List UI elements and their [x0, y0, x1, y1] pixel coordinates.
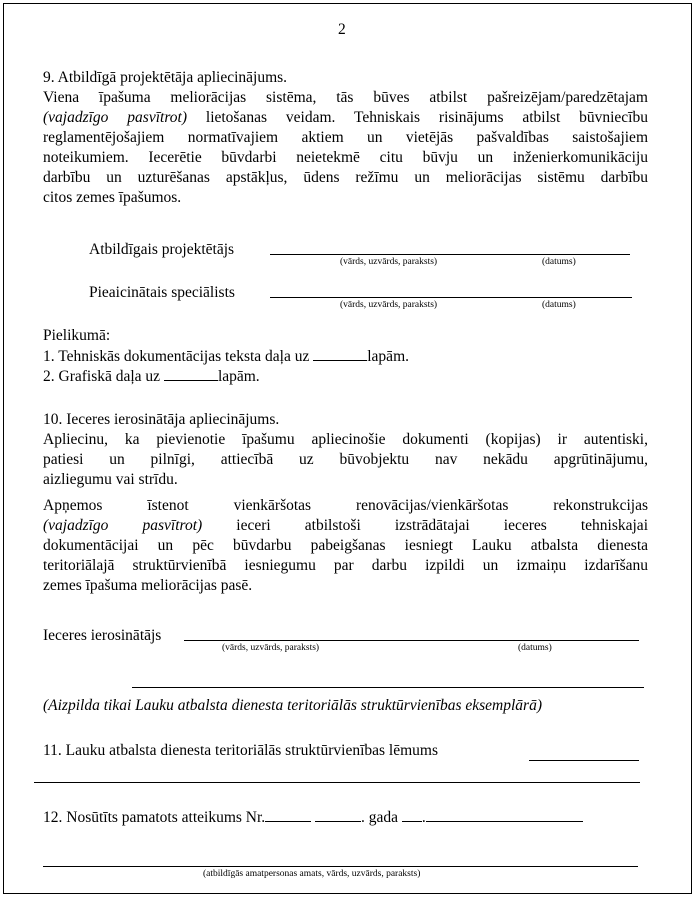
section10-heading: 10. Ieceres ierosinātāja apliecinājums. — [43, 411, 280, 428]
sig2-label: Pieaicinātais speciālists — [89, 284, 235, 301]
section9-line-5: darbību un uzturēšanas apstākļus, ūdens režīmu un meliorācijas sistēmu darbību — [43, 169, 648, 186]
section12-row: 12. Nosūtīts pamatots atteikums Nr. . gada . — [43, 807, 583, 828]
sig3-label: Ieceres ierosinātājs — [43, 627, 162, 644]
section10-p1-line-3: aizliegumu vai strīdu. — [43, 471, 178, 488]
sig1-label: Atbildīgais projektētājs — [89, 241, 235, 258]
attachment-item-2: 2. Grafiskā daļa uz lapām. — [43, 368, 260, 385]
sig2-caption-date: (datums) — [542, 300, 576, 310]
section10-p2-line-5: zemes īpašuma meliorācijas pasē. — [43, 577, 253, 594]
office-use-note: (Aizpilda tikai Lauku atbalsta dienesta teritoriālās struktūrvienības eksemplārā) — [43, 697, 542, 714]
sig2-caption-name: (vārds, uzvārds, paraksts) — [340, 300, 438, 310]
sig3-line[interactable] — [184, 640, 639, 641]
section10-p2-line-4: teritoriālajā struktūrvienībā iesniegumu par darbu izpildi un izmaiņu izdarīšanu — [43, 557, 648, 574]
section10-p2-line-2: (vajadzīgo pasvītrot) ieceri atbilstoši izstrādātajai ieceres tehniskajai — [43, 517, 648, 534]
section10-p1-line-2: patiesi un pilnīgi, attiecībā uz būvobjektu nav nekādu apgrūtinājumu, — [43, 451, 648, 468]
section11-label: 11. Lauku atbalsta dienesta teritoriālās struktūrvienības lēmums — [43, 742, 439, 759]
section9-heading: 9. Atbildīgā projektētāja apliecinājums. — [43, 69, 288, 86]
section9-line-6: citos zemes īpašumos. — [43, 189, 182, 206]
attachments-heading: Pielikumā: — [43, 327, 111, 344]
section11-decision-line[interactable] — [34, 782, 640, 783]
refusal-number-blank-2[interactable] — [315, 807, 361, 822]
official-signature-caption: (atbildīgās amatpersonas amats, vārds, uzvārds, paraksts) — [203, 869, 421, 879]
section9-line-4: noteikumiem. Iecerētie būvdarbi neietekmē citu būvju un inženierkomunikāciju — [43, 149, 648, 166]
sig3-caption-date: (datums) — [518, 643, 552, 653]
section10-p2-line-3: dokumentācijai un pēc būvdarbu pabeigšanas iesniegt Lauku atbalsta dienesta — [43, 537, 648, 554]
section10-p1-line-1: Apliecinu, ka pievienotie īpašumu apliecinošie dokumenti (kopijas) ir autentiski, — [43, 431, 648, 448]
day-blank[interactable] — [402, 807, 422, 822]
separator-line — [132, 687, 644, 688]
sig1-caption-date: (datums) — [542, 257, 576, 267]
section9-line-1: Viena īpašuma meliorācijas sistēma, tās būves atbilst pašreizējam/paredzētajam — [43, 89, 648, 106]
document-page — [3, 3, 692, 894]
sig1-caption-name: (vārds, uzvārds, paraksts) — [340, 257, 438, 267]
item1-pages-blank[interactable] — [313, 346, 367, 361]
official-signature-line[interactable] — [43, 866, 638, 867]
item2-pages-blank[interactable] — [164, 366, 218, 381]
section11-decision-blank[interactable] — [529, 760, 639, 761]
sig1-line[interactable] — [270, 254, 630, 255]
section9-line-3: reglamentējošajiem normatīvajiem aktiem un vietējās pašvaldības saistošajiem — [43, 129, 648, 146]
page-number: 2 — [338, 21, 346, 38]
sig3-caption-name: (vārds, uzvārds, paraksts) — [222, 643, 320, 653]
month-blank[interactable] — [426, 807, 583, 822]
attachment-item-1: 1. Tehniskās dokumentācijas teksta daļa uz lapām. — [43, 348, 409, 365]
section9-line-2: (vajadzīgo pasvītrot) lietošanas veidam. Tehniskais risinājums atbilst būvniecību — [43, 109, 648, 126]
section10-p2-line-1: Apņemos īstenot vienkāršotas renovācijas/vienkāršotas rekonstrukcijas — [43, 497, 648, 514]
refusal-number-blank[interactable] — [265, 807, 311, 822]
sig2-line[interactable] — [270, 297, 632, 298]
